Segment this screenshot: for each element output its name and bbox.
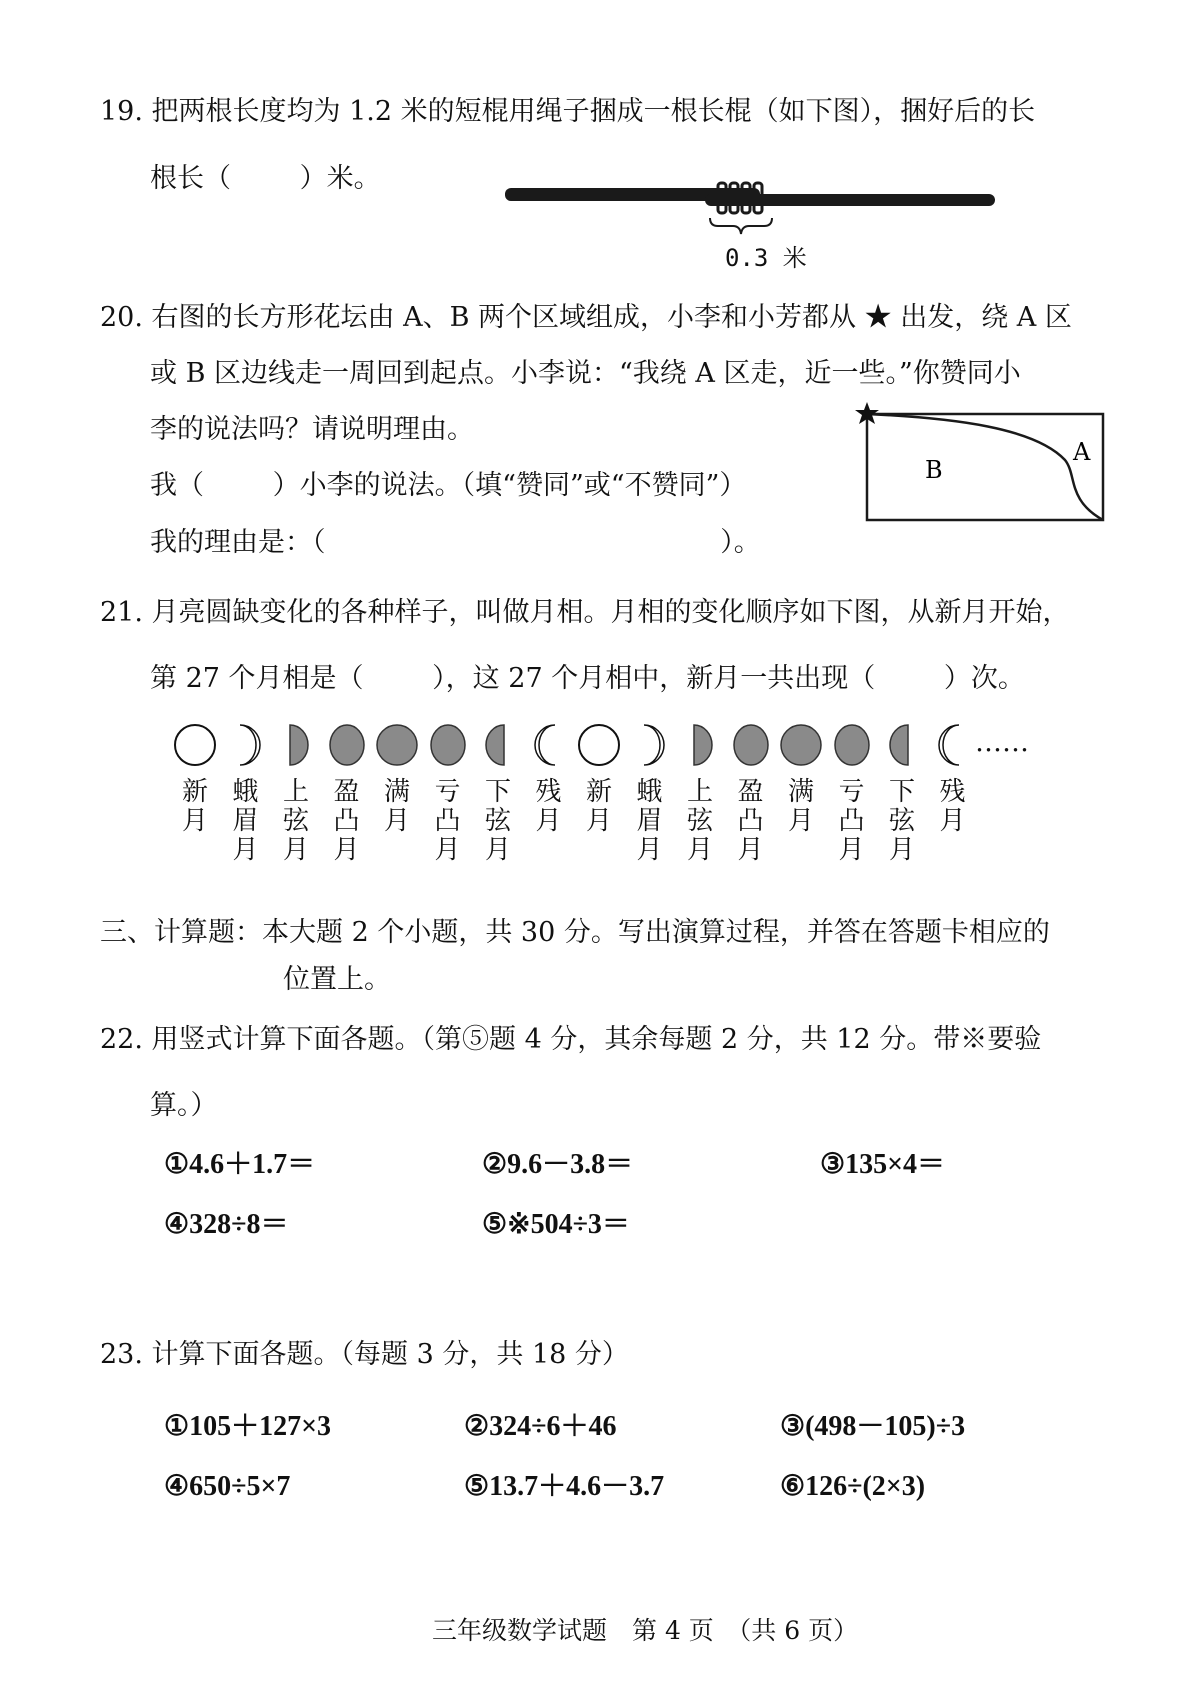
q21-line2: 第 27 个月相是（ ），这 27 个月相中，新月一共出现（ ）次。 — [150, 663, 1025, 694]
region-b-label: B — [925, 456, 943, 484]
moon-phase-label: 残月 — [535, 777, 562, 836]
moon-phase-label: 满月 — [383, 777, 410, 836]
moon-first-quarter-icon — [272, 721, 320, 769]
moon-new-icon — [171, 721, 219, 769]
q23-item-6: ⑥126÷(2×3) — [780, 1471, 926, 1502]
moon-full-icon — [373, 721, 421, 769]
moon-gibbous-icon — [424, 721, 472, 769]
section3-line1: 三、计算题：本大题 2 个小题，共 30 分。写出演算过程，并答在答题卡相应的 — [100, 917, 1050, 948]
moon-waning-crescent-icon — [525, 721, 573, 769]
q22-line1: 22. 用竖式计算下面各题。（第⑤题 4 分，其余每题 2 分，共 12 分。带※要验 — [100, 1024, 1042, 1055]
q20-line5: 我的理由是：（ ）。 — [150, 527, 761, 558]
moon-phase-label: 下弦月 — [484, 777, 511, 865]
moon-crescent-icon — [222, 721, 270, 769]
q19-line1: 19. 把两根长度均为 1.2 米的短棍用绳子捆成一根长棍（如下图），捆好后的长 — [100, 96, 1036, 127]
moon-phase-label: 蛾眉月 — [636, 777, 663, 865]
moon-last-quarter-icon — [878, 721, 926, 769]
overlap-label: 0.3 米 — [725, 244, 807, 272]
q23-item-2: ②324÷6＋46 — [464, 1411, 617, 1442]
moon-phase-label: 新月 — [585, 777, 612, 836]
moon-phase-label: 上弦月 — [686, 777, 713, 865]
moon-first-quarter-icon — [676, 721, 724, 769]
moon-full-icon — [777, 721, 825, 769]
q20-line1: 20. 右图的长方形花坛由 A、B 两个区域组成，小李和小芳都从 ★ 出发，绕 A 区 — [100, 302, 1072, 333]
q22-item-3: ③135×4＝ — [820, 1149, 946, 1180]
divider-curve — [867, 414, 1103, 520]
moon-last-quarter-icon — [474, 721, 522, 769]
q22-item-4: ④328÷8＝ — [164, 1209, 289, 1240]
moon-phase-label: 上弦月 — [282, 777, 309, 865]
region-a-label: A — [1073, 438, 1091, 466]
flowerbed-diagram — [855, 400, 1115, 530]
q21-line1: 21. 月亮圆缺变化的各种样子，叫做月相。月相的变化顺序如下图，从新月开始， — [100, 597, 1070, 628]
q20-line2: 或 B 区边线走一周回到起点。小李说：“我绕 A 区走，近一些。”你赞同小 — [150, 358, 1021, 389]
moon-phase-label: 盈凸月 — [333, 777, 360, 865]
moon-phase-label: 下弦月 — [888, 777, 915, 865]
q19-line2: 根长（ ）米。 — [150, 163, 381, 194]
q23-line1: 23. 计算下面各题。（每题 3 分，共 18 分） — [100, 1339, 629, 1370]
moon-ellipsis: …… — [975, 727, 1029, 758]
moon-phase-label: 残月 — [939, 777, 966, 836]
q23-item-5: ⑤13.7＋4.6－3.7 — [464, 1471, 665, 1502]
q22-line2: 算。） — [150, 1090, 218, 1121]
q23-item-1: ①105＋127×3 — [164, 1411, 332, 1442]
q20-line4: 我（ ）小李的说法。（填“赞同”或“不赞同”） — [150, 470, 747, 501]
moon-new-icon — [575, 721, 623, 769]
moon-phase-label: 亏凸月 — [838, 777, 865, 865]
section3-line2: 位置上。 — [283, 964, 391, 995]
moon-phase-label: 亏凸月 — [434, 777, 461, 865]
q23-item-4: ④650÷5×7 — [164, 1471, 291, 1502]
moon-waning-crescent-icon — [929, 721, 977, 769]
q22-item-5: ⑤※504÷3＝ — [482, 1209, 630, 1240]
moon-phase-label: 满月 — [787, 777, 814, 836]
q22-item-2: ②9.6－3.8＝ — [482, 1149, 634, 1180]
moon-gibbous-icon — [727, 721, 775, 769]
q22-item-1: ①4.6＋1.7＝ — [164, 1149, 316, 1180]
moon-crescent-icon — [626, 721, 674, 769]
moon-phase-label: 新月 — [181, 777, 208, 836]
stick-figure — [500, 180, 1000, 240]
moon-gibbous-icon — [323, 721, 371, 769]
moon-phase-label: 盈凸月 — [737, 777, 764, 865]
page-footer: 三年级数学试题 第 4 页 （共 6 页） — [432, 1616, 859, 1645]
moon-gibbous-icon — [828, 721, 876, 769]
moon-phase-label: 蛾眉月 — [232, 777, 259, 865]
q23-item-3: ③(498－105)÷3 — [780, 1411, 966, 1442]
q20-line3: 李的说法吗？请说明理由。 — [150, 414, 474, 445]
